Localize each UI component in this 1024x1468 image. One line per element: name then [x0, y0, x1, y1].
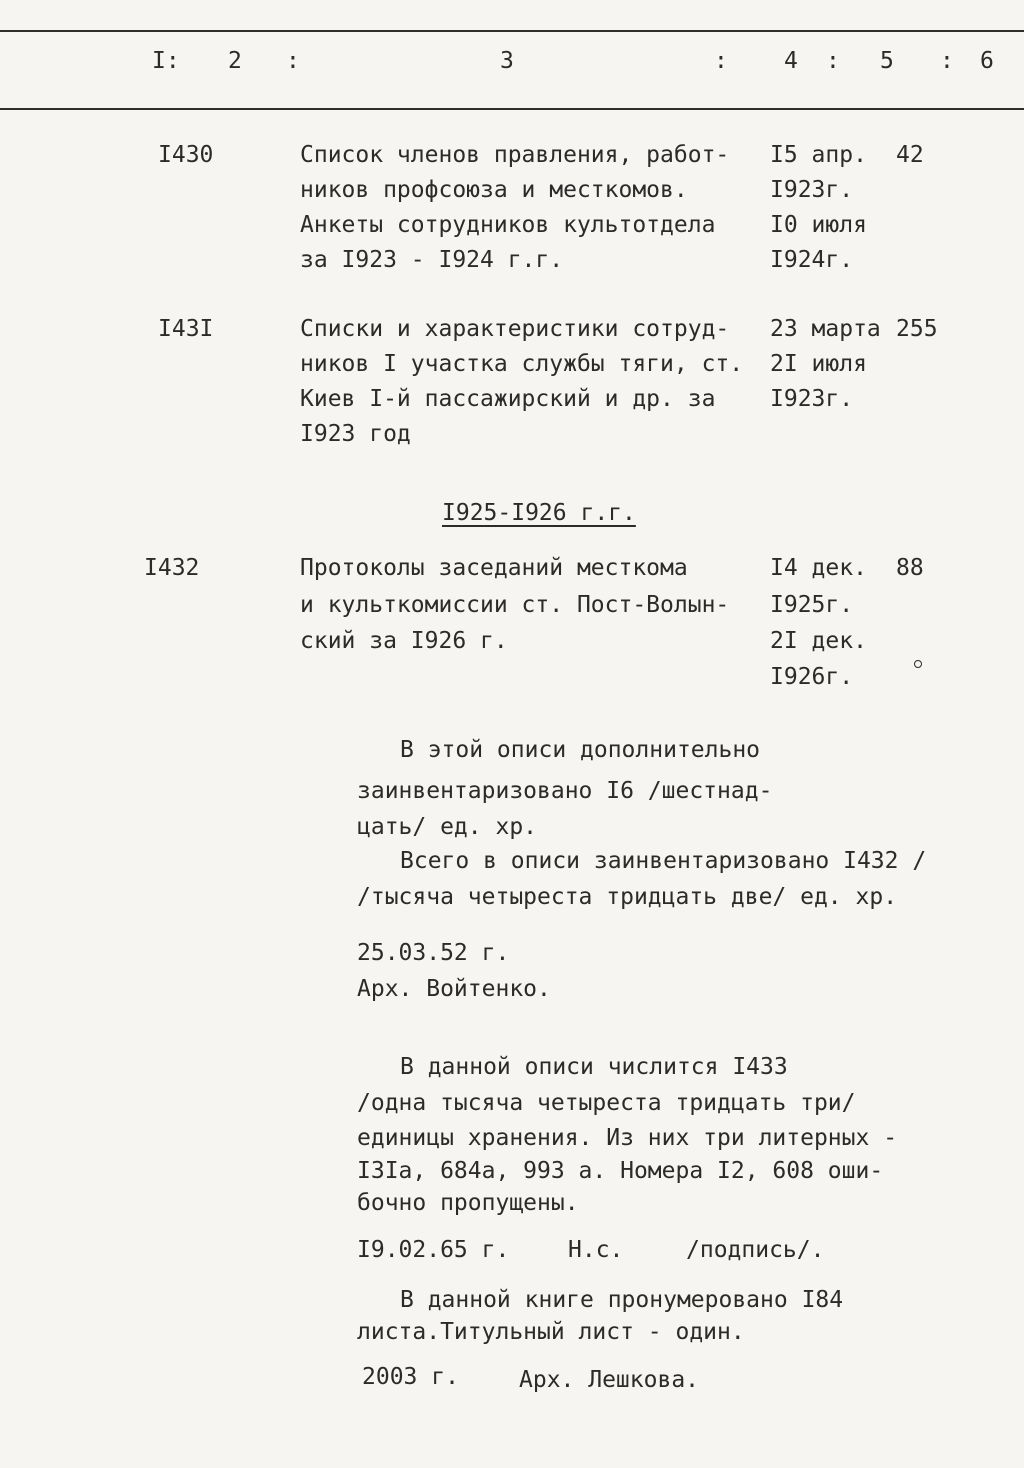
- entry-date-line: I925г.: [770, 592, 854, 618]
- header-top-rule: [0, 30, 1024, 32]
- note-date: 25.03.52 г.: [357, 940, 510, 966]
- note-signature: Арх. Войтенко.: [357, 976, 551, 1002]
- note-date: I9.02.65 г.: [357, 1237, 510, 1263]
- entry-description-line: I923 год: [300, 421, 411, 447]
- entry-date-line: 2I дек.: [770, 628, 867, 654]
- note-line: В этой описи дополнительно: [400, 737, 761, 763]
- column-separator: :: [286, 48, 300, 74]
- note-line: заинвентаризовано I6 /шестнад-: [357, 778, 773, 804]
- entry-description-line: ников I участка службы тяги, ст.: [300, 351, 744, 377]
- column-header-1: I:: [152, 48, 180, 74]
- column-separator: :: [826, 48, 840, 74]
- column-header-3: 3: [500, 48, 514, 74]
- entry-description-line: Анкеты сотрудников культотдела: [300, 212, 716, 238]
- header-bottom-rule: [0, 108, 1024, 110]
- entry-description-line: ский за I926 г.: [300, 628, 508, 654]
- note-line: /одна тысяча четыреста тридцать три/: [357, 1090, 856, 1116]
- entry-sheet-count: 255: [896, 316, 938, 342]
- note-line: /тысяча четыреста тридцать две/ ед. хр.: [357, 884, 898, 910]
- entry-description-line: Киев I-й пассажирский и др. за: [300, 386, 716, 412]
- entry-description-line: ников профсоюза и месткомов.: [300, 177, 688, 203]
- column-header-5: 5: [880, 48, 894, 74]
- entry-description-line: Списки и характеристики сотруд-: [300, 316, 730, 342]
- note-line: Всего в описи заинвентаризовано I432 /: [400, 848, 927, 874]
- entry-sheet-count: 42: [896, 142, 924, 168]
- note-line: В данной описи числится I433: [400, 1054, 788, 1080]
- entry-date-line: I5 апр.: [770, 142, 867, 168]
- entry-date-line: I926г.: [770, 664, 854, 690]
- entry-date-line: 2I июля: [770, 351, 867, 377]
- entry-number: I43I: [158, 316, 214, 342]
- note-signature: Арх. Лешкова.: [519, 1367, 700, 1393]
- column-header-2: 2: [228, 48, 242, 74]
- entry-description-line: за I923 - I924 г.г.: [300, 247, 564, 273]
- note-initials: Н.с.: [568, 1237, 624, 1263]
- column-separator: :: [714, 48, 728, 74]
- entry-date-line: 23 марта: [770, 316, 881, 342]
- column-separator: :: [940, 48, 954, 74]
- entry-number: I432: [144, 555, 200, 581]
- entry-sheet-count: 88: [896, 555, 924, 581]
- note-signature: /подпись/.: [686, 1237, 825, 1263]
- entry-date-line: I0 июля: [770, 212, 867, 238]
- note-date: 2003 г.: [362, 1364, 459, 1390]
- note-line: I3Iа, 684а, 993 а. Номера I2, 608 оши-: [357, 1158, 884, 1184]
- entry-date-line: I923г.: [770, 177, 854, 203]
- entry-date-line: I4 дек.: [770, 555, 867, 581]
- column-header-6: 6: [980, 48, 994, 74]
- note-line: листа.Титульный лист - один.: [357, 1319, 745, 1345]
- column-header-4: 4: [784, 48, 798, 74]
- entry-date-line: I924г.: [770, 247, 854, 273]
- note-line: бочно пропущены.: [357, 1190, 579, 1216]
- entry-description-line: Список членов правления, работ-: [300, 142, 730, 168]
- section-heading: I925-I926 г.г.: [442, 500, 636, 526]
- note-line: цать/ ед. хр.: [357, 814, 538, 840]
- entry-number: I430: [158, 142, 214, 168]
- entry-date-line: I923г.: [770, 386, 854, 412]
- entry-description-line: Протоколы заседаний месткома: [300, 555, 688, 581]
- note-line: единицы хранения. Из них три литерных -: [357, 1125, 898, 1151]
- ink-dot-mark: [914, 660, 922, 668]
- note-line: В данной книге пронумеровано I84: [400, 1287, 844, 1313]
- entry-description-line: и культкомиссии ст. Пост-Волын-: [300, 592, 730, 618]
